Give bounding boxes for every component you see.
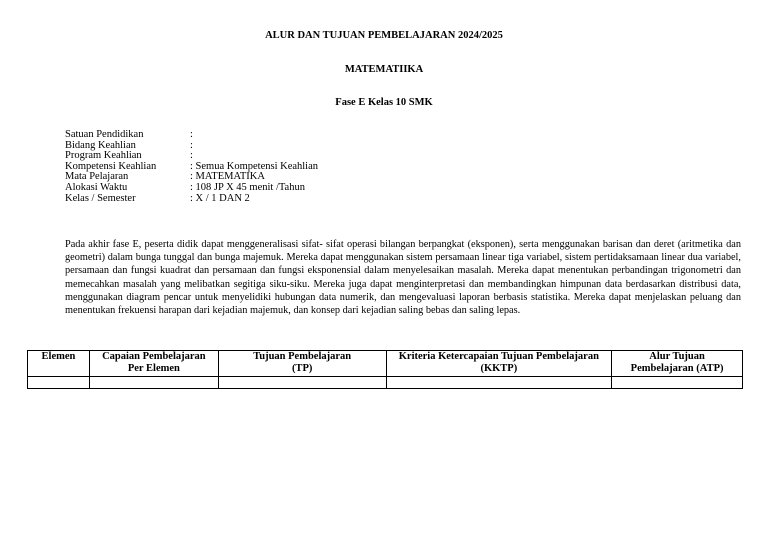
header-line: Pembelajaran (ATP) [630, 362, 724, 374]
info-value: : 108 JP X 45 menit /Tahun [190, 181, 305, 193]
info-label: Kelas / Semester [65, 192, 136, 204]
info-label: Alokasi Waktu [65, 181, 128, 193]
info-label: Mata Pelajaran [65, 171, 129, 183]
table-cell [218, 377, 386, 389]
info-label: Bidang Keahlian [65, 139, 136, 151]
atp-table [27, 350, 743, 389]
info-value: : MATEMATIKA [190, 171, 265, 183]
table-row [28, 377, 743, 389]
header-kktp [386, 351, 612, 377]
header-line: (KKTP) [480, 362, 518, 374]
info-value: : [190, 129, 193, 140]
table-cell [386, 377, 612, 389]
header-tujuan [218, 351, 386, 377]
header-atp [612, 351, 743, 377]
header-line: Elemen [41, 351, 76, 362]
info-label: Satuan Pendidikan [65, 129, 144, 140]
info-value: : [190, 139, 193, 151]
table-header-row [28, 351, 743, 377]
header-capaian [89, 351, 218, 377]
header-line: (TP) [291, 362, 313, 374]
info-label: Program Keahlian [65, 150, 142, 162]
info-value: : Semua Kompetensi Keahlian [190, 160, 319, 172]
header-line: Alur Tujuan [649, 351, 705, 362]
table-cell [28, 377, 90, 389]
table-cell [89, 377, 218, 389]
info-label: Kompetensi Keahlian [65, 160, 157, 172]
phase-heading: Fase E Kelas 10 SMK [335, 97, 433, 108]
info-value: : [190, 150, 193, 162]
header-line: Per Elemen [127, 362, 180, 374]
info-row [65, 130, 318, 141]
subject-heading: MATEMATIIKA [344, 64, 424, 75]
header-line: Kriteria Ketercapaian Tujuan Pembelajaran [398, 351, 599, 362]
info-row [65, 194, 318, 205]
identity-block [65, 130, 318, 204]
header-elemen [28, 351, 90, 377]
header-line: Capaian Pembelajaran [102, 351, 206, 362]
header-line: Tujuan Pembelajaran [253, 351, 352, 362]
info-row [65, 183, 318, 194]
document-title: ALUR DAN TUJUAN PEMBELAJARAN 2024/2025 [265, 30, 503, 41]
table-cell [612, 377, 743, 389]
learning-outcome-paragraph: Pada akhir fase E, peserta didik dapat menggeneralisasi sifat- sifat operasi bilangan berpangkat (eksponen), serta menggunakan barisan dan deret (aritmetika dan geometri) dalam bunga tunggal dan bunga majemuk. Mereka dapat menggunakan sistem persamaan linear tiga variabel, sistem pertidaksamaan linear dua variabel, persamaan dan fungsi kuadrat dan persamaan dan fungsi eksponensial dalam menyelesaikan masalah. Mereka dapat menentukan perbandingan trigonometri dan memecahkan masalah yang melibatkan segitiga siku-siku. Mereka juga dapat menginterpretasi dan membandingkan himpunan data berdasarkan distribusi data, menggunakan diagram pencar untuk menyelidiki hubungan data numerik, dan mengevaluasi laporan berbasis statistika. Mereka dapat menjelaskan peluang dan menentukan frekuensi harapan dari kejadian majemuk, dan konsep dari kejadian saling bebas dan saling lepas. [65, 239, 741, 317]
info-value: : X / 1 DAN 2 [190, 192, 250, 204]
